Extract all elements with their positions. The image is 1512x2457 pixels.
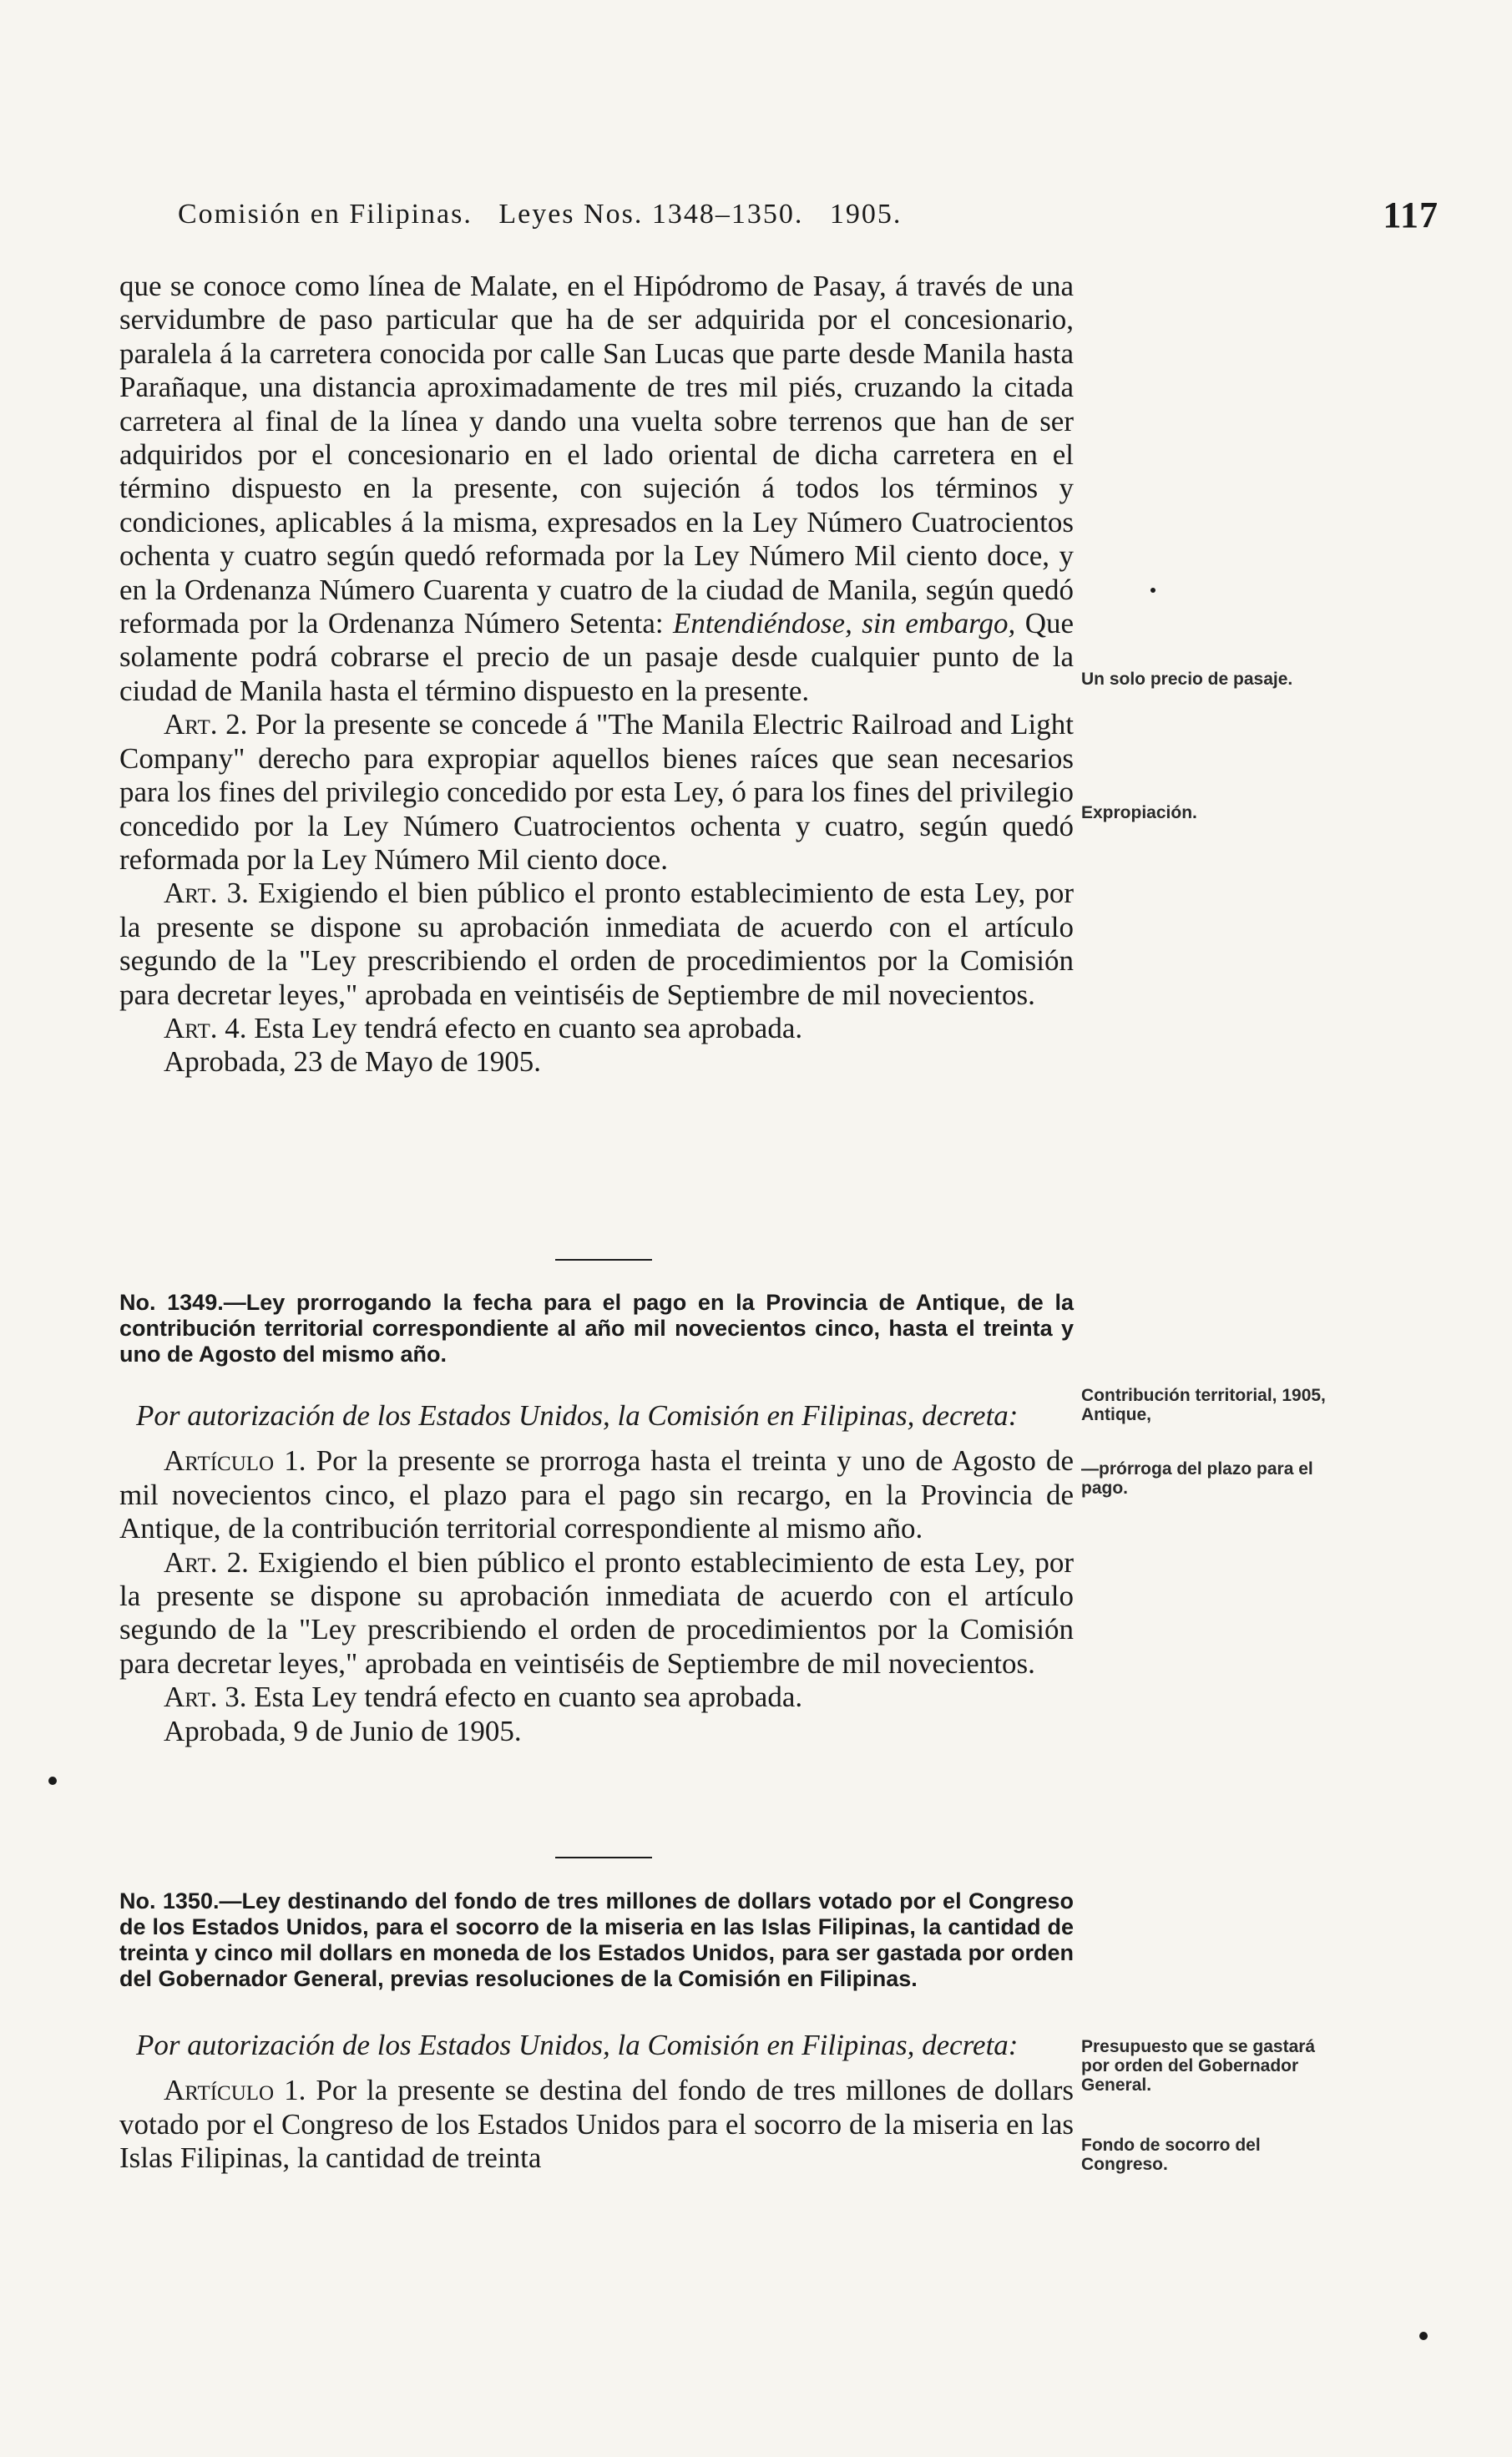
law-1349-title: No. 1349.—Ley prorrogando la fecha para el pago en la Provincia de Antique, de la contribución territorial correspondiente al año mil novecientos cinco, hasta el treinta y uno de Agosto del mismo año. (119, 1290, 1074, 1367)
article-1 (119, 1444, 1074, 1545)
article-label: Art. 2. (164, 708, 248, 741)
article-label: Art. 3. (164, 1681, 247, 1714)
article-4 (119, 1012, 1074, 1045)
proviso-italic: Entendiéndose, sin embargo, (673, 607, 1016, 640)
margin-note-expropriation: Expropiación. (1081, 803, 1197, 822)
article-text: Por la presente se prorroga hasta el treinta y uno de Agosto de mil novecientos cinco, el plazo para el pago sin recargo, en la Provincia de Antique, de la contribución territorial correspondiente al mismo año. (119, 1444, 1075, 1545)
page-number: 117 (1383, 195, 1439, 235)
article-2 (119, 1546, 1074, 1681)
header-title: Comisión en Filipinas. Leyes Nos. 1348–1350. 1905. (178, 199, 903, 230)
section-divider (555, 1259, 652, 1261)
margin-note-relief-fund: Fondo de socorro del Congreso. (1081, 2136, 1261, 2174)
law-1350-body (119, 2029, 1074, 2176)
margin-note-single-fare: Un solo precio de pasaje. (1081, 670, 1293, 689)
article-1 (119, 2074, 1074, 2175)
approval-date: Aprobada, 23 de Mayo de 1905. (164, 1045, 541, 1079)
margin-note-budget: Presupuesto que se gastará por orden del Gobernador General. (1081, 2037, 1316, 2095)
article-label: Artículo 1. (164, 2074, 306, 2107)
article-label: Art. 2. (164, 1545, 249, 1579)
article-text: Esta Ley tendrá efecto en cuanto sea aprobada. (254, 1011, 803, 1044)
ink-speck (1150, 588, 1155, 593)
article-text: Exigiendo el bien público el pronto establecimiento de esta Ley, por la presente se dispone su aprobación inmediata de acuerdo con el artículo segundo de la "Ley prescribiendo el orden de procedimientos por la Comisión para decretar leyes," aprobada en veintiséis de Septiembre de mil novecientos. (119, 1545, 1074, 1680)
article-text: Exigiendo el bien público el pronto establecimiento de esta Ley, por la presente se dispone su aprobación inmediata de acuerdo con el artículo segundo de la "Ley prescribiendo el orden de procedimientos por la Comisión para decretar leyes," aprobada en veintiséis de Septiembre de mil novecientos. (119, 877, 1074, 1011)
article-label: Art. 3. (164, 877, 249, 910)
opening-paragraph (119, 270, 1074, 708)
law-1348-continuation (119, 270, 1074, 1079)
section-divider (555, 1857, 652, 1858)
ink-speck (48, 1777, 57, 1785)
proviso-text: Que solamente podrá cobrarse el precio de un pasaje desde cualquier punto de la ciudad de Manila hasta el término dispuesto en la presente. (119, 607, 1075, 707)
article-2 (119, 708, 1074, 877)
running-header (178, 195, 1439, 235)
law-1350-title: No. 1350.—Ley destinando del fondo de tres millones de dollars votado por el Congreso de los Estados Unidos, para el socorro de la miseria en las Islas Filipinas, la cantidad de treinta y cinco mil dollars en moneda de los Estados Unidos, para ser gastada por orden del Gobernador General, previas resoluciones de la Comisión en Filipinas. (119, 1888, 1074, 1991)
law-1349-body (119, 1399, 1074, 1748)
article-3 (119, 877, 1074, 1012)
article-text: Por la presente se concede á "The Manila Electric Railroad and Light Company" derecho para expropiar aquellos bienes raíces que sean necesarios para los fines del privilegio concedido por esta Ley, ó para los fines del privilegio concedido por la Ley Número Cuatrocientos ochenta y cuatro, según quedó reformada por la Ley Número Mil ciento doce. (119, 708, 1075, 876)
margin-note-extension: —prórroga del plazo para el pago. (1081, 1459, 1313, 1498)
article-3 (119, 1681, 1074, 1714)
article-label: Art. 4. (164, 1011, 247, 1044)
margin-note-land-tax: Contribución territorial, 1905, Antique, (1081, 1386, 1326, 1424)
article-label: Artículo 1. (164, 1444, 306, 1478)
enacting-clause: Por autorización de los Estados Unidos, la Comisión en Filipinas, decreta: (136, 2029, 1019, 2061)
article-text: Por la presente se destina del fondo de tres millones de dollars votado por el Congreso de los Estados Unidos para el socorro de la miseria en las Islas Filipinas, la cantidad de treinta (119, 2074, 1075, 2175)
ink-speck (1419, 2332, 1428, 2340)
opening-text: que se conoce como línea de Malate, en el Hipódromo de Pasay, á través de una servidumbre de paso particular que ha de ser adquirida por el concesionario, paralela á la carretera conocida por calle San Lucas que parte desde Manila hasta Parañaque, una distancia aproximadamente de tres mil piés, cruzando la citada carretera al final de la línea y dando una vuelta sobre terrenos que han de ser adquiridos por el concesionario en el lado oriental de dicha carretera en el término dispuesto en la presente, con sujeción á todos los términos y condiciones, aplicables á la misma, expresados en la Ley Número Cuatrocientos ochenta y cuatro según quedó reformada por la Ley Número Mil ciento doce, y en la Ordenanza Número Cuarenta y cuatro de la ciudad de Manila, según quedó reformada por la Ordenanza Número Setenta: (119, 270, 1074, 640)
enacting-clause: Por autorización de los Estados Unidos, la Comisión en Filipinas, decreta: (136, 1399, 1019, 1432)
approval-date: Aprobada, 9 de Junio de 1905. (164, 1714, 522, 1747)
article-text: Esta Ley tendrá efecto en cuanto sea aprobada. (254, 1681, 803, 1714)
